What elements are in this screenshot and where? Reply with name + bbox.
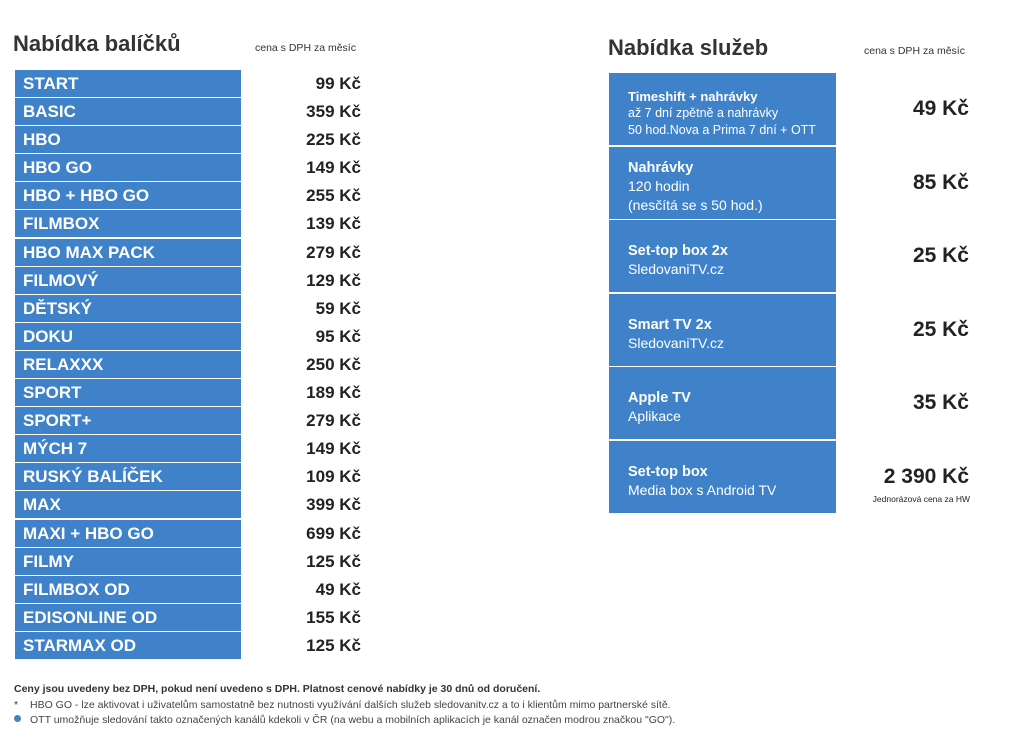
- package-name: STARMAX OD: [15, 632, 241, 659]
- package-name: FILMBOX: [15, 210, 241, 237]
- package-row: [15, 407, 365, 435]
- package-name: MAXI + HBO GO: [15, 520, 241, 547]
- package-row: [15, 267, 365, 295]
- package-price: 109 Kč: [306, 467, 361, 487]
- package-price: 359 Kč: [306, 102, 361, 122]
- package-row: [15, 351, 365, 379]
- package-row: [15, 182, 365, 210]
- footer-main-note: Ceny jsou uvedeny bez DPH, pokud není uvedeno s DPH. Platnost cenové nabídky je 30 dnů od doručení.: [14, 683, 541, 695]
- package-price: 155 Kč: [306, 607, 361, 627]
- service-row: [609, 294, 974, 368]
- packages-title: Nabídka balíčků: [13, 31, 181, 56]
- asterisk-marker: *: [14, 699, 19, 711]
- package-price: 250 Kč: [306, 354, 361, 374]
- service-price: 85 Kč: [912, 170, 969, 194]
- package-price: 279 Kč: [306, 242, 361, 262]
- package-price: 99 Kč: [315, 74, 361, 93]
- package-row: [15, 98, 365, 126]
- package-row: [15, 520, 365, 548]
- service-description: Aplikace: [628, 408, 681, 424]
- services-list: [609, 73, 974, 514]
- packages-price-note: cena s DPH za měsíc: [255, 42, 356, 54]
- package-row: [15, 604, 365, 632]
- service-box: [609, 367, 836, 439]
- package-price: 149 Kč: [306, 439, 361, 459]
- package-row: [15, 239, 365, 267]
- service-price: 25 Kč: [912, 244, 969, 267]
- package-name: BASIC: [15, 98, 241, 125]
- packages-list: [15, 70, 365, 660]
- service-price: 35 Kč: [912, 391, 969, 414]
- package-price: 139 Kč: [306, 214, 361, 234]
- service-row: [609, 73, 974, 147]
- package-price: 699 Kč: [306, 523, 361, 543]
- package-name: FILMBOX OD: [15, 576, 241, 603]
- package-price: 399 Kč: [306, 495, 361, 515]
- package-row: [15, 463, 365, 491]
- package-name: HBO MAX PACK: [15, 239, 241, 266]
- package-price: 255 Kč: [306, 186, 361, 206]
- service-price: 25 Kč: [912, 317, 969, 341]
- package-name: MAX: [15, 491, 241, 518]
- blue-dot-icon: [14, 715, 21, 722]
- package-price: 225 Kč: [306, 130, 361, 150]
- service-row: [609, 367, 974, 441]
- service-name: Apple TV: [628, 390, 691, 406]
- package-name: FILMOVÝ: [15, 267, 241, 294]
- services-title: Nabídka služeb: [608, 35, 769, 60]
- package-price: 59 Kč: [315, 298, 361, 318]
- service-price: 49 Kč: [912, 97, 969, 120]
- service-box: [609, 441, 836, 513]
- package-row: [15, 295, 365, 323]
- package-name: DĚTSKÝ: [15, 295, 241, 322]
- service-name: Timeshift + nahrávky: [628, 89, 758, 104]
- package-row: [15, 435, 365, 463]
- service-description: 120 hodin: [628, 178, 690, 194]
- package-row: [15, 632, 365, 660]
- package-name: HBO GO: [15, 154, 241, 181]
- hw-price-note: Jednorázová cena za HW: [872, 494, 970, 504]
- service-name: Set-top box 2x: [628, 243, 728, 259]
- package-row: [15, 70, 365, 98]
- footer-star-text: HBO GO - lze aktivovat i uživatelům samostatně bez nutnosti využívání dalších služeb sledovanitv.cz a to i klientům mimo partnerské sítě.: [30, 699, 671, 711]
- package-name: MÝCH 7: [15, 435, 241, 462]
- service-description: SledovaniTV.cz: [628, 334, 724, 351]
- package-name: DOKU: [15, 323, 241, 350]
- package-row: [15, 126, 365, 154]
- package-price: 279 Kč: [306, 411, 361, 431]
- package-price: 125 Kč: [306, 551, 361, 571]
- service-description: SledovaniTV.cz: [628, 261, 724, 277]
- package-row: [15, 548, 365, 576]
- package-name: HBO + HBO GO: [15, 182, 241, 209]
- package-name: SPORT: [15, 379, 241, 406]
- package-name: SPORT+: [15, 407, 241, 434]
- package-name: RELAXXX: [15, 351, 241, 378]
- footer-star-note: [14, 699, 671, 711]
- service-description: (nesčítá se s 50 hod.): [628, 197, 763, 213]
- service-price: 2 390 Kč: [883, 464, 969, 488]
- service-box: [609, 147, 836, 219]
- service-description: 50 hod.Nova a Prima 7 dní + OTT: [628, 123, 816, 137]
- service-name: Set-top box: [628, 463, 708, 480]
- service-description: Media box s Android TV: [628, 481, 777, 498]
- service-description: až 7 dní zpětně a nahrávky: [628, 106, 779, 120]
- service-box: [609, 73, 836, 145]
- package-price: 149 Kč: [306, 158, 361, 178]
- package-row: [15, 210, 365, 238]
- package-row: [15, 154, 365, 182]
- service-row: [609, 220, 974, 294]
- package-price: 95 Kč: [315, 326, 361, 346]
- service-name: Nahrávky: [628, 160, 694, 176]
- service-name: Smart TV 2x: [628, 316, 712, 333]
- package-row: [15, 576, 365, 604]
- footer-dot-note: [14, 714, 675, 726]
- services-price-note: cena s DPH za měsíc: [864, 45, 965, 57]
- package-row: [15, 323, 365, 351]
- package-row: [15, 491, 365, 519]
- package-price: 125 Kč: [306, 635, 361, 655]
- footer-dot-text: OTT umožňuje sledování takto označených kanálů kdekoli v ČR (na webu a mobilních aplikacích je kanál označen modrou značkou "GO").: [30, 714, 676, 726]
- service-box: [609, 220, 836, 292]
- package-price: 49 Kč: [315, 579, 361, 599]
- service-box: [609, 294, 836, 366]
- package-price: 129 Kč: [306, 270, 361, 290]
- service-row: [609, 147, 974, 221]
- package-name: FILMY: [15, 548, 241, 575]
- package-name: EDISONLINE OD: [15, 604, 241, 631]
- package-row: [15, 379, 365, 407]
- package-name: RUSKÝ BALÍČEK: [15, 463, 241, 490]
- package-name: HBO: [15, 126, 241, 153]
- package-name: START: [15, 70, 241, 97]
- package-price: 189 Kč: [306, 383, 361, 403]
